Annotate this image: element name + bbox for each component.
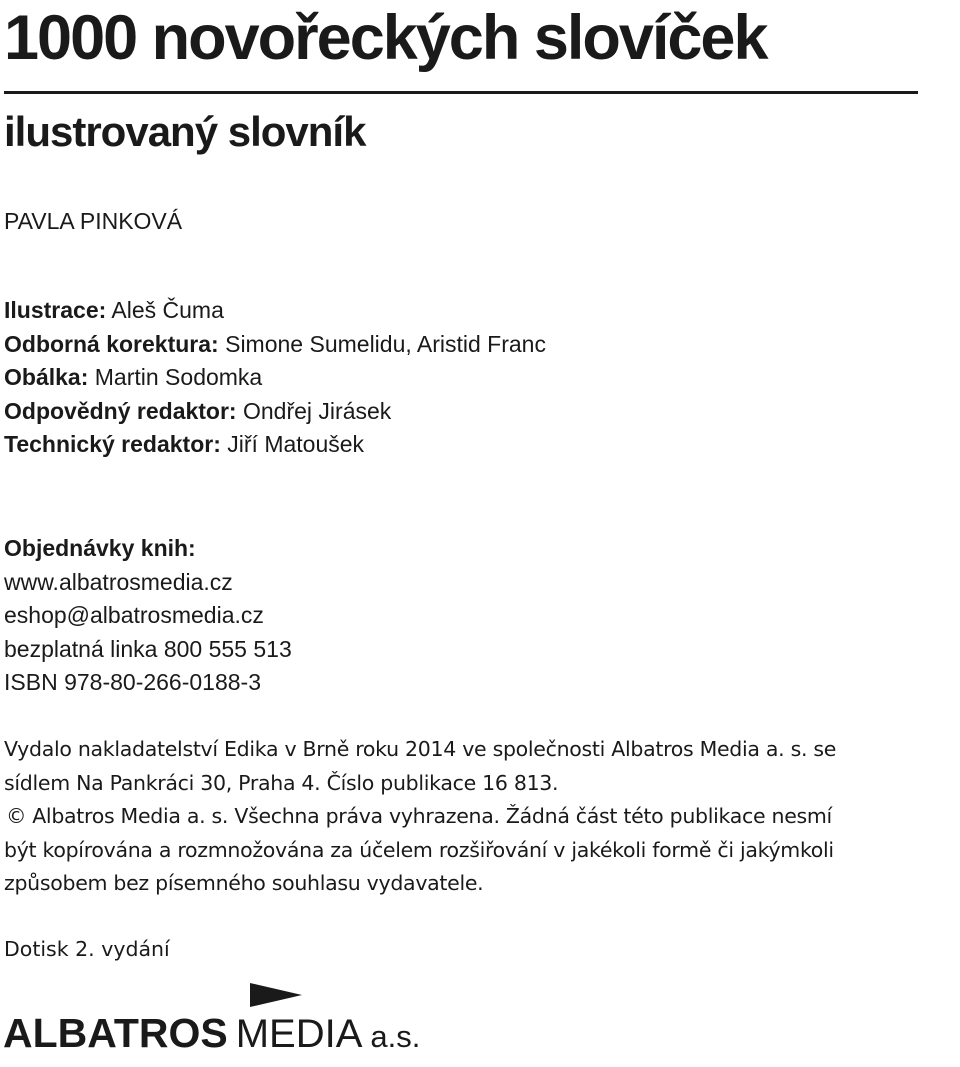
orders-heading: Objednávky knih: [4,535,196,561]
title-divider [4,91,918,94]
imprint-block [4,733,960,901]
credit-role: Odpovědný redaktor: [4,397,237,424]
copyright-icon: © [6,804,27,829]
logo-brand: ALBATROS [3,1010,228,1056]
credit-technical-editor [4,428,546,462]
publisher-logo [0,975,480,1058]
credit-person: Martin Sodomka [94,364,263,391]
credit-role: Technický redaktor: [4,431,221,458]
credit-person: Jiří Matoušek [227,431,365,458]
imprint-line: být kopírována a rozmnožována za účelem rozšiřování v jakékoli formě či jakýmkoli [4,837,834,862]
isbn: ISBN 978-80-266-0188-3 [4,669,261,696]
orders-block [4,532,292,700]
logo-media: MEDIA [235,1012,363,1056]
imprint-line: způsobem bez písemného souhlasu vydavatele. [4,871,484,896]
imprint-line: Vydalo nakladatelství Edika v Brně roku 2014 ve společnosti Albatros Media a. s. se [4,737,837,761]
play-triangle-icon [250,983,302,1007]
credits-list [4,294,546,462]
imprint-line: sídlem Na Pankráci 30, Praha 4. Číslo publikace 16 813. [4,770,559,795]
email-link[interactable]: eshop@albatrosmedia.cz [4,602,264,629]
website-link[interactable]: www.albatrosmedia.cz [4,568,233,595]
credit-proofreading [4,328,546,362]
book-title: 1000 novořeckých slovíček [4,3,767,73]
imprint-copyright-line [4,800,960,834]
credit-responsible-editor [4,395,546,429]
credit-role: Odborná korektura: [4,330,219,357]
credit-illustration [4,294,546,328]
credit-role: Obálka: [4,364,89,391]
logo-suffix: a.s. [370,1019,421,1054]
credit-cover [4,361,546,395]
book-subtitle: ilustrovaný slovník [4,108,366,155]
edition-note: Dotisk 2. vydání [4,937,170,961]
logo-wordmark [3,1009,420,1067]
credit-person: Simone Sumelidu, Aristid Franc [225,330,546,357]
credit-person: Ondřej Jirásek [243,397,392,424]
phone-line: bezplatná linka 800 555 513 [4,635,292,662]
copyright-text: Albatros Media a. s. Všechna práva vyhrazena. Žádná část této publikace nesmí [32,804,832,829]
author-name: PAVLA PINKOVÁ [4,208,183,234]
credit-role: Ilustrace: [4,297,107,323]
credit-person: Aleš Čuma [111,297,224,323]
